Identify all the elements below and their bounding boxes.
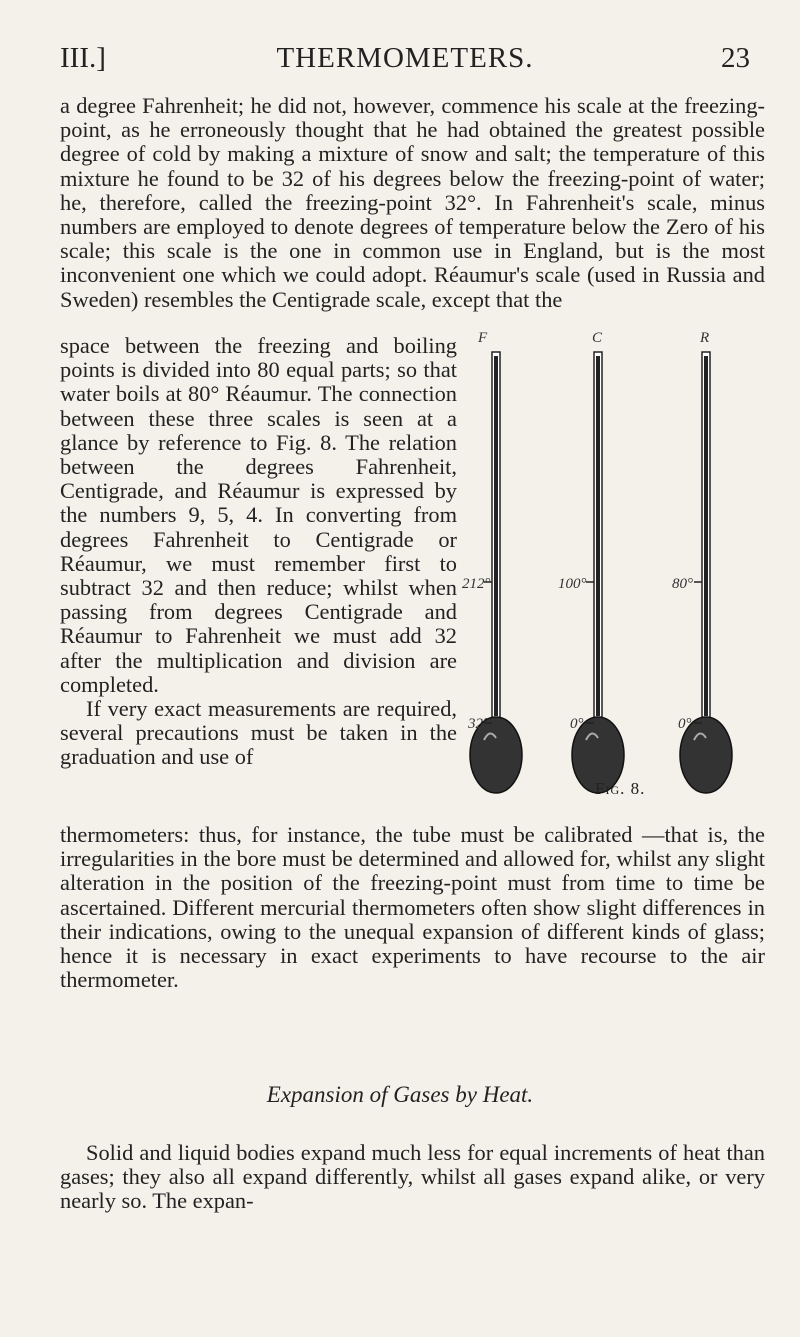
label-C: C	[592, 330, 603, 346]
mark-0-c: 0°	[570, 716, 584, 732]
page-number: 23	[721, 42, 750, 74]
thermometer-diagram	[462, 330, 770, 800]
mark-80: 80°	[672, 576, 693, 592]
paragraph-2	[60, 823, 765, 992]
thermometer-fahrenheit	[462, 330, 522, 793]
paragraph-1	[60, 94, 765, 312]
paragraph-2-start-text: If very exact measurements are required, several precautions must be taken in the graduation and use of	[60, 696, 457, 770]
mark-32: 32°	[468, 716, 489, 732]
running-header	[60, 42, 750, 82]
paragraph-3-text: Solid and liquid bodies expand much less for equal increments of heat than gases; they also all expand differently, whilst all gases expand alike, or very nearly so. The expan-	[60, 1140, 765, 1214]
figure-8-thermometers	[462, 330, 770, 800]
paragraph-1-text: a degree Fahrenheit; he did not, however, commence his scale at the freezing-point, as he erroneously thought that he had obtained the greatest possible degree of cold by making a mixture of snow and salt; the temperature of this mixture he found to be 32 of his degrees below the freezing-point of water; he, therefore, called the freezing-point 32°. In Fahrenheit's scale, minus numbers are employed to denote degrees of temperature below the Zero of his scale; this scale is the one in common use in England, but is the most inconvenient one which we could adopt. Réaumur's scale (used in Russia and Sweden) resembles the Centigrade scale, except that the	[60, 93, 765, 312]
label-F: F	[478, 330, 488, 346]
chapter-number: III.]	[60, 42, 106, 74]
thermometer-centigrade	[558, 330, 624, 793]
thermometer-reaumur	[672, 330, 732, 793]
figure-caption: Fig. 8.	[595, 779, 646, 798]
paragraph-1-continued	[60, 334, 457, 770]
mark-212: 212°	[462, 576, 491, 592]
label-R: R	[700, 330, 710, 346]
section-heading: Expansion of Gases by Heat.	[266, 1082, 534, 1107]
paragraph-2-rest-text: thermometers: thus, for instance, the tube must be calibrated —that is, the irregularities in the bore must be determined and allowed for, whilst any slight alteration in the position of the freezing-point must from time to time be ascertained. Different mercurial thermometers often show slight differences in their indications, owing to the unequal expansion of different kinds of glass; hence it is necessary in exact experiments to have recourse to the air thermometer.	[60, 822, 765, 993]
paragraph-1-cont-text: space between the freezing and boiling points is divided into 80 equal parts; so that water boils at 80° Réaumur. The connection between these three scales is seen at a glance by reference to Fig. 8. The relation between the degrees Fahrenheit, Centigrade, and Réaumur is expressed by the numbers 9, 5, 4. In converting from degrees Fahrenheit to Centigrade or Réaumur, we must remember first to subtract 32 and then reduce; whilst when passing from degrees Centigrade and Réaumur to Fahrenheit we must add 32 after the multiplication and division are completed.	[60, 333, 457, 697]
mark-100: 100°	[558, 576, 587, 592]
paragraph-3	[60, 1141, 765, 1214]
page-title: THERMOMETERS.	[276, 42, 534, 74]
mark-0-r: 0°	[678, 716, 692, 732]
